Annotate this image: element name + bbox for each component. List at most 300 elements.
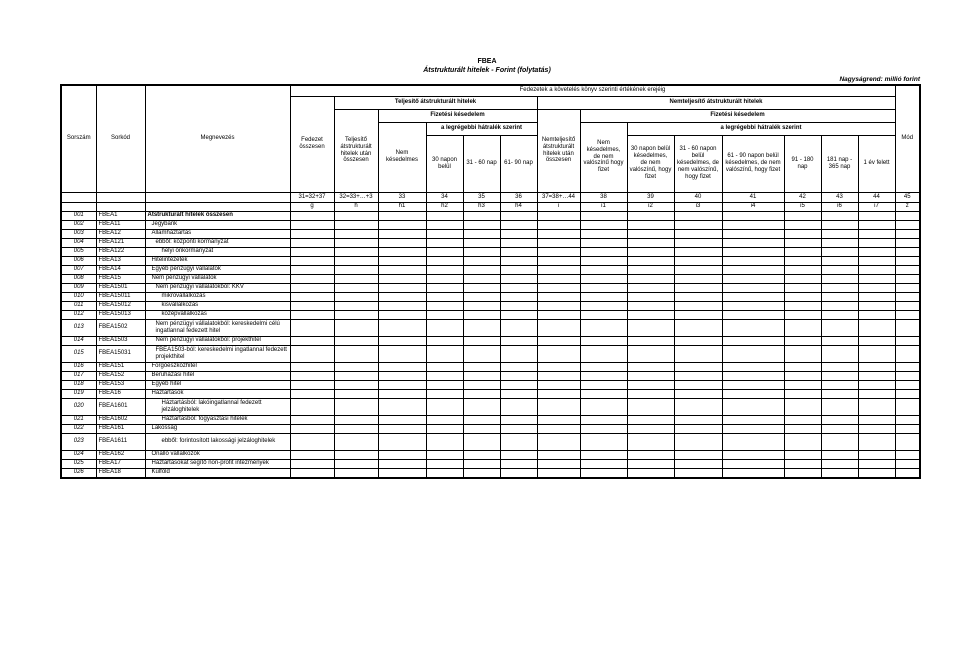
value-cell[interactable]: [426, 283, 463, 292]
value-cell[interactable]: [378, 301, 426, 310]
value-cell[interactable]: [500, 265, 537, 274]
value-cell[interactable]: [463, 283, 500, 292]
value-cell[interactable]: [290, 336, 334, 345]
value-cell[interactable]: [821, 247, 858, 256]
value-cell[interactable]: [674, 362, 722, 371]
value-cell[interactable]: [784, 238, 821, 247]
value-cell[interactable]: [580, 265, 627, 274]
value-cell[interactable]: [674, 424, 722, 433]
value-cell[interactable]: [500, 398, 537, 415]
value-cell[interactable]: [674, 310, 722, 319]
value-cell[interactable]: [821, 371, 858, 380]
value-cell[interactable]: [463, 362, 500, 371]
value-cell[interactable]: [784, 433, 821, 450]
value-cell[interactable]: [858, 274, 895, 283]
value-cell[interactable]: [290, 398, 334, 415]
value-cell[interactable]: [463, 389, 500, 398]
value-cell[interactable]: [784, 345, 821, 362]
value-cell[interactable]: [858, 301, 895, 310]
value-cell[interactable]: [580, 247, 627, 256]
value-cell[interactable]: [426, 247, 463, 256]
value-cell[interactable]: [784, 274, 821, 283]
value-cell[interactable]: [821, 424, 858, 433]
value-cell[interactable]: [580, 336, 627, 345]
value-cell[interactable]: [722, 336, 784, 345]
value-cell[interactable]: [500, 310, 537, 319]
value-cell[interactable]: [334, 336, 378, 345]
value-cell[interactable]: [722, 292, 784, 301]
value-cell[interactable]: [290, 211, 334, 220]
value-cell[interactable]: [334, 362, 378, 371]
value-cell[interactable]: [378, 450, 426, 459]
value-cell[interactable]: [821, 468, 858, 478]
value-cell[interactable]: [858, 211, 895, 220]
value-cell[interactable]: [537, 220, 580, 229]
value-cell[interactable]: [722, 265, 784, 274]
value-cell[interactable]: [378, 389, 426, 398]
value-cell[interactable]: [378, 292, 426, 301]
value-cell[interactable]: [895, 424, 920, 433]
value-cell[interactable]: [722, 274, 784, 283]
value-cell[interactable]: [334, 371, 378, 380]
value-cell[interactable]: [674, 319, 722, 336]
value-cell[interactable]: [334, 424, 378, 433]
value-cell[interactable]: [627, 459, 674, 468]
value-cell[interactable]: [463, 319, 500, 336]
value-cell[interactable]: [821, 274, 858, 283]
value-cell[interactable]: [858, 238, 895, 247]
value-cell[interactable]: [334, 292, 378, 301]
value-cell[interactable]: [784, 398, 821, 415]
value-cell[interactable]: [500, 424, 537, 433]
value-cell[interactable]: [463, 433, 500, 450]
value-cell[interactable]: [895, 459, 920, 468]
value-cell[interactable]: [895, 301, 920, 310]
value-cell[interactable]: [334, 468, 378, 478]
value-cell[interactable]: [334, 345, 378, 362]
value-cell[interactable]: [895, 468, 920, 478]
value-cell[interactable]: [722, 345, 784, 362]
value-cell[interactable]: [334, 238, 378, 247]
value-cell[interactable]: [580, 345, 627, 362]
value-cell[interactable]: [821, 415, 858, 424]
value-cell[interactable]: [784, 229, 821, 238]
value-cell[interactable]: [627, 398, 674, 415]
value-cell[interactable]: [463, 336, 500, 345]
value-cell[interactable]: [580, 415, 627, 424]
value-cell[interactable]: [290, 362, 334, 371]
value-cell[interactable]: [580, 424, 627, 433]
value-cell[interactable]: [895, 398, 920, 415]
value-cell[interactable]: [290, 292, 334, 301]
value-cell[interactable]: [674, 433, 722, 450]
value-cell[interactable]: [784, 336, 821, 345]
value-cell[interactable]: [334, 450, 378, 459]
value-cell[interactable]: [722, 220, 784, 229]
value-cell[interactable]: [674, 247, 722, 256]
value-cell[interactable]: [674, 283, 722, 292]
value-cell[interactable]: [463, 424, 500, 433]
value-cell[interactable]: [722, 211, 784, 220]
value-cell[interactable]: [784, 319, 821, 336]
value-cell[interactable]: [426, 371, 463, 380]
value-cell[interactable]: [500, 336, 537, 345]
value-cell[interactable]: [426, 265, 463, 274]
value-cell[interactable]: [426, 398, 463, 415]
value-cell[interactable]: [426, 319, 463, 336]
value-cell[interactable]: [784, 424, 821, 433]
value-cell[interactable]: [334, 319, 378, 336]
value-cell[interactable]: [537, 450, 580, 459]
value-cell[interactable]: [722, 256, 784, 265]
value-cell[interactable]: [821, 238, 858, 247]
value-cell[interactable]: [858, 283, 895, 292]
value-cell[interactable]: [334, 220, 378, 229]
value-cell[interactable]: [463, 211, 500, 220]
value-cell[interactable]: [580, 459, 627, 468]
value-cell[interactable]: [426, 389, 463, 398]
value-cell[interactable]: [895, 450, 920, 459]
value-cell[interactable]: [500, 362, 537, 371]
value-cell[interactable]: [722, 433, 784, 450]
value-cell[interactable]: [290, 283, 334, 292]
value-cell[interactable]: [722, 389, 784, 398]
value-cell[interactable]: [722, 247, 784, 256]
value-cell[interactable]: [463, 415, 500, 424]
value-cell[interactable]: [722, 319, 784, 336]
value-cell[interactable]: [627, 256, 674, 265]
value-cell[interactable]: [627, 389, 674, 398]
value-cell[interactable]: [895, 336, 920, 345]
value-cell[interactable]: [378, 319, 426, 336]
value-cell[interactable]: [627, 424, 674, 433]
value-cell[interactable]: [537, 424, 580, 433]
value-cell[interactable]: [674, 371, 722, 380]
value-cell[interactable]: [500, 371, 537, 380]
value-cell[interactable]: [463, 292, 500, 301]
value-cell[interactable]: [537, 238, 580, 247]
value-cell[interactable]: [722, 450, 784, 459]
value-cell[interactable]: [334, 211, 378, 220]
value-cell[interactable]: [290, 389, 334, 398]
value-cell[interactable]: [784, 380, 821, 389]
value-cell[interactable]: [378, 468, 426, 478]
value-cell[interactable]: [426, 238, 463, 247]
value-cell[interactable]: [290, 319, 334, 336]
value-cell[interactable]: [463, 301, 500, 310]
value-cell[interactable]: [378, 380, 426, 389]
value-cell[interactable]: [627, 247, 674, 256]
value-cell[interactable]: [378, 247, 426, 256]
value-cell[interactable]: [537, 256, 580, 265]
value-cell[interactable]: [500, 450, 537, 459]
value-cell[interactable]: [858, 345, 895, 362]
value-cell[interactable]: [722, 415, 784, 424]
value-cell[interactable]: [858, 450, 895, 459]
value-cell[interactable]: [858, 256, 895, 265]
value-cell[interactable]: [537, 283, 580, 292]
value-cell[interactable]: [334, 274, 378, 283]
value-cell[interactable]: [537, 433, 580, 450]
value-cell[interactable]: [537, 310, 580, 319]
value-cell[interactable]: [895, 238, 920, 247]
value-cell[interactable]: [334, 459, 378, 468]
value-cell[interactable]: [463, 468, 500, 478]
value-cell[interactable]: [674, 336, 722, 345]
value-cell[interactable]: [426, 450, 463, 459]
value-cell[interactable]: [821, 229, 858, 238]
value-cell[interactable]: [895, 319, 920, 336]
value-cell[interactable]: [426, 256, 463, 265]
value-cell[interactable]: [334, 310, 378, 319]
value-cell[interactable]: [784, 371, 821, 380]
value-cell[interactable]: [895, 292, 920, 301]
value-cell[interactable]: [722, 398, 784, 415]
value-cell[interactable]: [580, 371, 627, 380]
value-cell[interactable]: [463, 380, 500, 389]
value-cell[interactable]: [580, 301, 627, 310]
value-cell[interactable]: [463, 371, 500, 380]
value-cell[interactable]: [426, 229, 463, 238]
value-cell[interactable]: [895, 380, 920, 389]
value-cell[interactable]: [378, 345, 426, 362]
value-cell[interactable]: [580, 380, 627, 389]
value-cell[interactable]: [674, 468, 722, 478]
value-cell[interactable]: [463, 310, 500, 319]
value-cell[interactable]: [537, 319, 580, 336]
value-cell[interactable]: [537, 345, 580, 362]
value-cell[interactable]: [821, 362, 858, 371]
value-cell[interactable]: [378, 211, 426, 220]
value-cell[interactable]: [334, 389, 378, 398]
value-cell[interactable]: [290, 371, 334, 380]
value-cell[interactable]: [627, 211, 674, 220]
value-cell[interactable]: [627, 283, 674, 292]
value-cell[interactable]: [895, 265, 920, 274]
value-cell[interactable]: [627, 371, 674, 380]
value-cell[interactable]: [674, 450, 722, 459]
value-cell[interactable]: [895, 345, 920, 362]
value-cell[interactable]: [580, 319, 627, 336]
value-cell[interactable]: [500, 389, 537, 398]
value-cell[interactable]: [378, 433, 426, 450]
value-cell[interactable]: [537, 415, 580, 424]
value-cell[interactable]: [674, 229, 722, 238]
value-cell[interactable]: [378, 256, 426, 265]
value-cell[interactable]: [537, 301, 580, 310]
value-cell[interactable]: [784, 415, 821, 424]
value-cell[interactable]: [674, 459, 722, 468]
value-cell[interactable]: [784, 247, 821, 256]
value-cell[interactable]: [500, 292, 537, 301]
value-cell[interactable]: [500, 468, 537, 478]
value-cell[interactable]: [858, 415, 895, 424]
value-cell[interactable]: [722, 371, 784, 380]
value-cell[interactable]: [674, 292, 722, 301]
value-cell[interactable]: [537, 336, 580, 345]
value-cell[interactable]: [580, 468, 627, 478]
value-cell[interactable]: [426, 336, 463, 345]
value-cell[interactable]: [821, 256, 858, 265]
value-cell[interactable]: [580, 238, 627, 247]
value-cell[interactable]: [858, 362, 895, 371]
value-cell[interactable]: [627, 229, 674, 238]
value-cell[interactable]: [858, 468, 895, 478]
value-cell[interactable]: [537, 362, 580, 371]
value-cell[interactable]: [537, 292, 580, 301]
value-cell[interactable]: [290, 459, 334, 468]
value-cell[interactable]: [722, 362, 784, 371]
value-cell[interactable]: [426, 380, 463, 389]
value-cell[interactable]: [580, 283, 627, 292]
value-cell[interactable]: [500, 229, 537, 238]
value-cell[interactable]: [290, 238, 334, 247]
value-cell[interactable]: [580, 389, 627, 398]
value-cell[interactable]: [895, 415, 920, 424]
value-cell[interactable]: [722, 238, 784, 247]
value-cell[interactable]: [722, 424, 784, 433]
value-cell[interactable]: [537, 229, 580, 238]
value-cell[interactable]: [895, 211, 920, 220]
value-cell[interactable]: [722, 468, 784, 478]
value-cell[interactable]: [378, 424, 426, 433]
value-cell[interactable]: [463, 459, 500, 468]
value-cell[interactable]: [895, 247, 920, 256]
value-cell[interactable]: [784, 256, 821, 265]
value-cell[interactable]: [500, 319, 537, 336]
value-cell[interactable]: [463, 345, 500, 362]
value-cell[interactable]: [378, 310, 426, 319]
value-cell[interactable]: [334, 229, 378, 238]
value-cell[interactable]: [426, 292, 463, 301]
value-cell[interactable]: [500, 220, 537, 229]
value-cell[interactable]: [580, 398, 627, 415]
value-cell[interactable]: [821, 380, 858, 389]
value-cell[interactable]: [722, 301, 784, 310]
value-cell[interactable]: [290, 450, 334, 459]
value-cell[interactable]: [463, 256, 500, 265]
value-cell[interactable]: [722, 459, 784, 468]
value-cell[interactable]: [858, 380, 895, 389]
value-cell[interactable]: [895, 256, 920, 265]
value-cell[interactable]: [627, 301, 674, 310]
value-cell[interactable]: [674, 380, 722, 389]
value-cell[interactable]: [821, 283, 858, 292]
value-cell[interactable]: [378, 362, 426, 371]
value-cell[interactable]: [821, 265, 858, 274]
value-cell[interactable]: [463, 247, 500, 256]
value-cell[interactable]: [334, 247, 378, 256]
value-cell[interactable]: [858, 398, 895, 415]
value-cell[interactable]: [463, 450, 500, 459]
value-cell[interactable]: [895, 433, 920, 450]
value-cell[interactable]: [500, 247, 537, 256]
value-cell[interactable]: [858, 229, 895, 238]
value-cell[interactable]: [537, 459, 580, 468]
value-cell[interactable]: [334, 380, 378, 389]
value-cell[interactable]: [580, 211, 627, 220]
value-cell[interactable]: [627, 468, 674, 478]
value-cell[interactable]: [426, 345, 463, 362]
value-cell[interactable]: [290, 415, 334, 424]
value-cell[interactable]: [627, 362, 674, 371]
value-cell[interactable]: [580, 433, 627, 450]
value-cell[interactable]: [500, 211, 537, 220]
value-cell[interactable]: [627, 450, 674, 459]
value-cell[interactable]: [500, 415, 537, 424]
value-cell[interactable]: [858, 310, 895, 319]
value-cell[interactable]: [821, 310, 858, 319]
value-cell[interactable]: [821, 433, 858, 450]
value-cell[interactable]: [426, 301, 463, 310]
value-cell[interactable]: [426, 459, 463, 468]
value-cell[interactable]: [674, 345, 722, 362]
value-cell[interactable]: [290, 301, 334, 310]
value-cell[interactable]: [378, 238, 426, 247]
value-cell[interactable]: [627, 310, 674, 319]
value-cell[interactable]: [821, 389, 858, 398]
value-cell[interactable]: [334, 415, 378, 424]
value-cell[interactable]: [674, 415, 722, 424]
value-cell[interactable]: [290, 433, 334, 450]
value-cell[interactable]: [537, 247, 580, 256]
value-cell[interactable]: [290, 256, 334, 265]
value-cell[interactable]: [821, 459, 858, 468]
value-cell[interactable]: [858, 292, 895, 301]
value-cell[interactable]: [378, 336, 426, 345]
value-cell[interactable]: [463, 398, 500, 415]
value-cell[interactable]: [463, 220, 500, 229]
value-cell[interactable]: [627, 380, 674, 389]
value-cell[interactable]: [674, 274, 722, 283]
value-cell[interactable]: [537, 380, 580, 389]
value-cell[interactable]: [858, 389, 895, 398]
value-cell[interactable]: [627, 238, 674, 247]
value-cell[interactable]: [674, 389, 722, 398]
value-cell[interactable]: [627, 433, 674, 450]
value-cell[interactable]: [821, 336, 858, 345]
value-cell[interactable]: [858, 220, 895, 229]
value-cell[interactable]: [784, 301, 821, 310]
value-cell[interactable]: [627, 220, 674, 229]
value-cell[interactable]: [895, 362, 920, 371]
value-cell[interactable]: [580, 220, 627, 229]
value-cell[interactable]: [784, 362, 821, 371]
value-cell[interactable]: [378, 459, 426, 468]
value-cell[interactable]: [784, 459, 821, 468]
value-cell[interactable]: [895, 371, 920, 380]
value-cell[interactable]: [580, 310, 627, 319]
value-cell[interactable]: [537, 211, 580, 220]
value-cell[interactable]: [627, 336, 674, 345]
value-cell[interactable]: [426, 415, 463, 424]
value-cell[interactable]: [858, 371, 895, 380]
value-cell[interactable]: [821, 211, 858, 220]
value-cell[interactable]: [500, 459, 537, 468]
value-cell[interactable]: [784, 211, 821, 220]
value-cell[interactable]: [290, 229, 334, 238]
value-cell[interactable]: [858, 459, 895, 468]
value-cell[interactable]: [290, 468, 334, 478]
value-cell[interactable]: [500, 433, 537, 450]
value-cell[interactable]: [895, 310, 920, 319]
value-cell[interactable]: [722, 229, 784, 238]
value-cell[interactable]: [334, 283, 378, 292]
value-cell[interactable]: [537, 265, 580, 274]
value-cell[interactable]: [334, 256, 378, 265]
value-cell[interactable]: [895, 283, 920, 292]
value-cell[interactable]: [378, 371, 426, 380]
